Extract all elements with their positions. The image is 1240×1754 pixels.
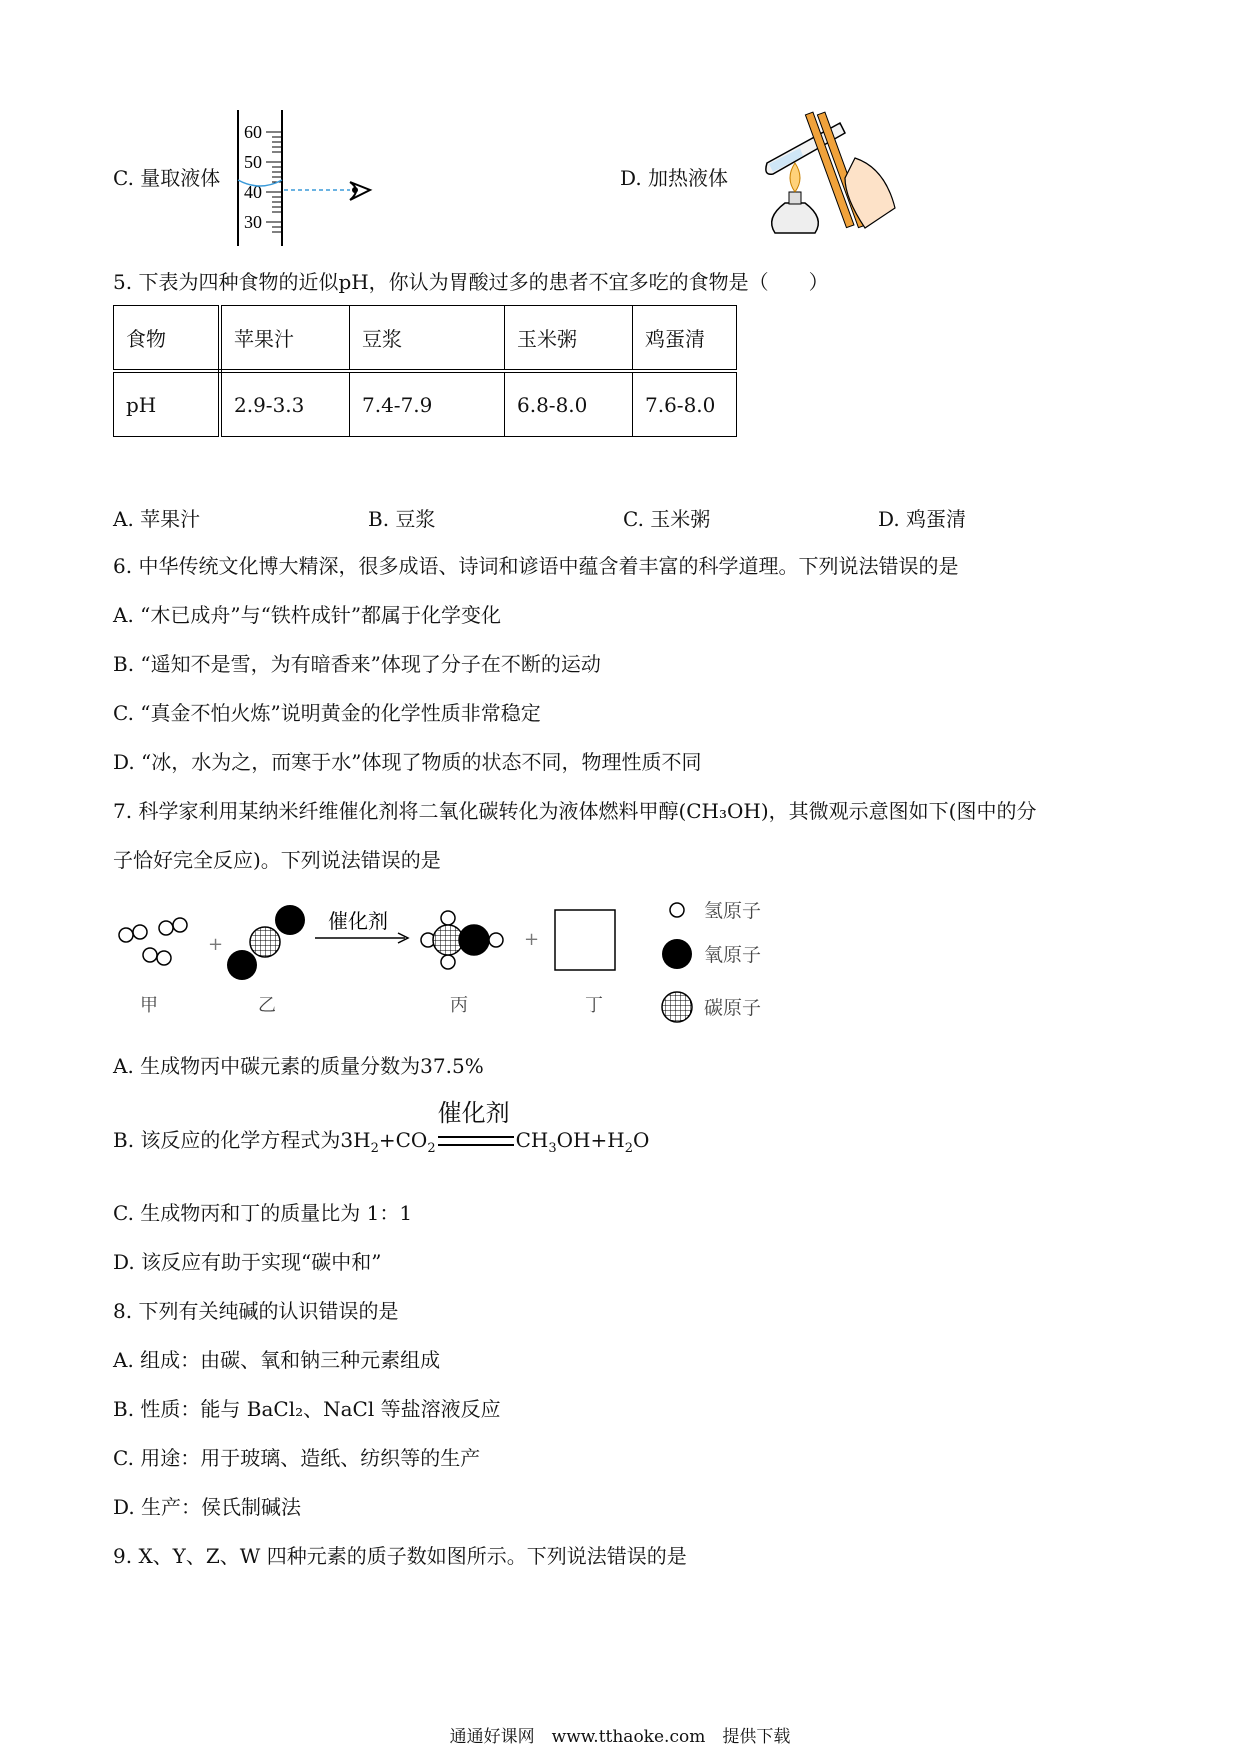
food-ph-table — [113, 305, 737, 437]
q9-stem: 9. X、Y、Z、W 四种元素的质子数如图所示。下列说法错误的是 — [113, 1544, 687, 1568]
q5-stem: 5. 下表为四种食物的近似pH，你认为胃酸过多的患者不宜多吃的食物是（ ） — [113, 270, 829, 294]
q6-stem: 6. 中华传统文化博大精深，很多成语、诗词和谚语中蕴含着丰富的科学道理。下列说法错误的是 — [113, 554, 959, 578]
table-cell: 鸡蛋清 — [633, 306, 737, 372]
label-bing: 丙 — [450, 995, 468, 1016]
legend-carbon: 碳原子 — [704, 997, 762, 1019]
q7-option-c: C. 生成物丙和丁的质量比为 1：1 — [113, 1201, 413, 1225]
equation-catalyst: 催化剂 — [437, 1098, 510, 1127]
svg-text:+: + — [524, 929, 540, 950]
q6-option-a: A. “木已成舟”与“铁杵成针”都属于化学变化 — [113, 603, 502, 627]
equation-left: $3H_2+CO_2$ — [340, 1128, 436, 1156]
diagram-catalyst: 催化剂 — [328, 909, 388, 933]
reactant-jia — [119, 918, 187, 965]
q7-stem-line2: 子恰好完全反应)。下列说法错误的是 — [113, 848, 441, 872]
q5-option-b: B. 豆浆 — [368, 507, 436, 531]
legend-hydrogen: 氢原子 — [704, 900, 762, 922]
equation-right: $CH_3OH+H_2O$ — [515, 1128, 650, 1156]
label-yi: 乙 — [258, 995, 276, 1016]
q7-option-a: A. 生成物丙中碳元素的质量分数为37.5% — [113, 1054, 484, 1078]
hand-icon — [845, 158, 895, 228]
heating-liquid-figure — [745, 108, 905, 243]
tick-50: 50 — [244, 152, 262, 172]
eye-icon — [350, 182, 370, 200]
q8-option-c: C. 用途：用于玻璃、造纸、纺织等的生产 — [113, 1446, 481, 1470]
tick-30: 30 — [244, 212, 262, 232]
tick-40: 40 — [244, 182, 262, 202]
q7-stem-line1: 7. 科学家利用某纳米纤维催化剂将二氧化碳转化为液体燃料甲醇(CH₃OH)，其微观示意图如下(图中的分 — [113, 799, 1037, 823]
micro-reaction-diagram — [110, 890, 790, 1030]
product-bing — [421, 911, 503, 969]
table-cell: 苹果汁 — [220, 306, 350, 372]
q7-option-b — [113, 1098, 650, 1163]
table-row — [114, 306, 737, 372]
svg-text:+: + — [208, 934, 224, 955]
q6-option-b: B. “遥知不是雪，为有暗香来”体现了分子在不断的运动 — [113, 652, 601, 676]
q6-option-c: C. “真金不怕火炼”说明黄金的化学性质非常稳定 — [113, 701, 541, 725]
q5-option-a: A. 苹果汁 — [113, 507, 201, 531]
table-cell: 7.4-7.9 — [350, 371, 505, 437]
table-row — [114, 371, 737, 437]
reactant-yi — [227, 905, 305, 980]
label-ding: 丁 — [585, 995, 603, 1016]
q8-option-b: B. 性质：能与 BaCl₂、NaCl 等盐溶液反应 — [113, 1397, 501, 1421]
q8-stem: 8. 下列有关纯碱的认识错误的是 — [113, 1299, 399, 1323]
option-d-label: D. 加热液体 — [620, 166, 729, 190]
table-cell: 6.8-8.0 — [505, 371, 633, 437]
product-ding-box — [555, 910, 615, 970]
tick-60: 60 — [244, 122, 262, 142]
q5-option-c: C. 玉米粥 — [623, 507, 711, 531]
q6-option-d: D. “冰，水为之，而寒于水”体现了物质的状态不同，物理性质不同 — [113, 750, 702, 774]
q5-option-d: D. 鸡蛋清 — [878, 507, 967, 531]
table-cell: 食物 — [114, 306, 221, 372]
graduated-cylinder-figure — [230, 108, 380, 248]
label-jia: 甲 — [140, 995, 158, 1016]
page-footer: 通通好课网 www.tthaoke.com 提供下载 — [449, 1727, 791, 1747]
q8-option-d: D. 生产：侯氏制碱法 — [113, 1495, 302, 1519]
alcohol-lamp-icon — [772, 163, 819, 233]
table-cell: 7.6-8.0 — [633, 371, 737, 437]
equation-catalyst-sign — [437, 1098, 514, 1152]
table-cell: 玉米粥 — [505, 306, 633, 372]
table-cell: 豆浆 — [350, 306, 505, 372]
q7-option-d: D. 该反应有助于实现“碳中和” — [113, 1250, 382, 1274]
table-cell: 2.9-3.3 — [220, 371, 350, 437]
legend-oxygen: 氧原子 — [704, 944, 762, 966]
q8-option-a: A. 组成：由碳、氧和钠三种元素组成 — [113, 1348, 441, 1372]
q7-option-b-prefix: B. 该反应的化学方程式为 — [113, 1128, 341, 1152]
table-cell: pH — [114, 371, 221, 437]
option-c-label: C. 量取液体 — [113, 166, 221, 190]
